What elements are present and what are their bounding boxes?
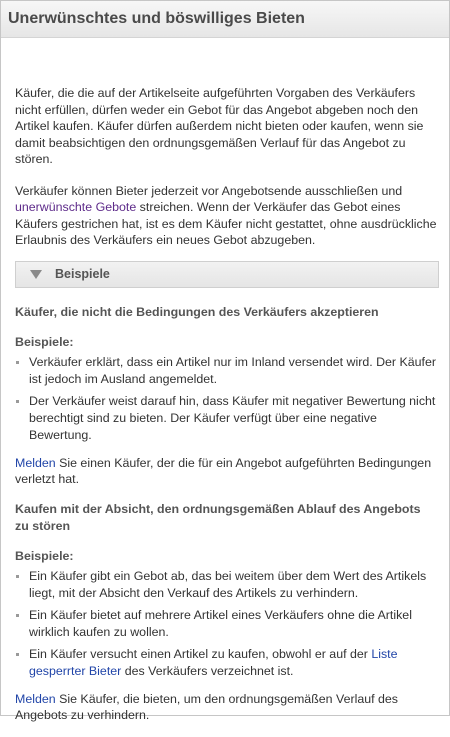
- section1-report-link[interactable]: Melden: [15, 455, 56, 470]
- panel-title: Unerwünschtes und böswilliges Bieten: [8, 10, 305, 27]
- blocked-bidders-list-link[interactable]: Liste gesperrter Bieter: [29, 646, 398, 678]
- list-item: Verkäufer erklärt, dass ein Artikel nur im Inland versendet wird. Der Käufer ist jedoch im Ausland angemeldet.: [15, 354, 437, 388]
- section2-report-text: Sie Käufer, die bieten, um den ordnungsgemäßen Verlauf des Angebots zu verhindern.: [15, 691, 398, 722]
- section1-report-text: Sie einen Käufer, der die für ein Angebot aufgeführten Bedingungen verletzt hat.: [15, 455, 432, 486]
- section2-report-paragraph: [15, 691, 437, 724]
- examples-expander-label: Beispiele: [55, 266, 110, 281]
- panel-header: [1, 1, 449, 38]
- item3-text-before-link: Ein Käufer versucht einen Artikel zu kaufen, obwohl er auf der: [29, 646, 372, 661]
- section2-examples-label: Beispiele:: [15, 548, 74, 563]
- intro-paragraph-1: Käufer, die die auf der Artikelseite aufgeführten Vorgaben des Verkäufers nicht erfüllen, dürfen weder ein Gebot für das Angebot abgeben noch den Artikel kaufen. Käufer dürfen außerdem nicht bieten oder kaufen, wenn sie damit beabsichtigen den ordnungsgemäßen Verlauf für das Angebot zu stören.: [15, 86, 424, 166]
- section1-report-paragraph: [15, 455, 437, 488]
- unwanted-bids-link[interactable]: unerwünschte Gebote: [15, 200, 137, 214]
- triangle-down-icon: [30, 270, 42, 279]
- list-item: Ein Käufer gibt ein Gebot ab, das bei weitem über dem Wert des Artikels liegt, mit der Absicht den Verkauf des Artikels zu verhindern.: [15, 568, 437, 602]
- panel-content: [15, 85, 437, 737]
- intro-text-before-link: Verkäufer können Bieter jederzeit vor Angebotsende ausschließen und: [15, 183, 403, 198]
- list-item: Der Verkäufer weist darauf hin, dass Käufer mit negativer Bewertung nicht berechtigt sind zu bieten. Der Käufer verfügt über eine negative Bewertung.: [15, 393, 437, 444]
- section2-example-list: [15, 568, 437, 680]
- section2-report-link[interactable]: Melden: [15, 691, 56, 706]
- section1-examples-label: Beispiele:: [15, 334, 74, 349]
- section1-heading: Käufer, die nicht die Bedingungen des Verkäufers akzeptieren: [15, 304, 379, 319]
- section2-heading: Kaufen mit der Absicht, den ordnungsgemäßen Ablauf des Angebots zu stören: [15, 501, 421, 533]
- intro-paragraph-2: [15, 183, 437, 249]
- intro-text-after-link: streichen. Wenn der Verkäufer das Gebot eines Käufers gestrichen hat, ist es dem Käufer nicht gestattet, ohne ausdrückliche Erlaubnis des Verkäufers ein neues Gebot abzugeben.: [15, 200, 437, 247]
- examples-expander[interactable]: [15, 261, 439, 288]
- list-item: Ein Käufer bietet auf mehrere Artikel eines Verkäufers ohne die Artikel wirklich kaufen zu wollen.: [15, 607, 437, 641]
- section1-example-list: [15, 354, 437, 444]
- list-item: [15, 646, 437, 680]
- item3-text-after-link: des Verkäufers verzeichnet ist.: [121, 663, 294, 678]
